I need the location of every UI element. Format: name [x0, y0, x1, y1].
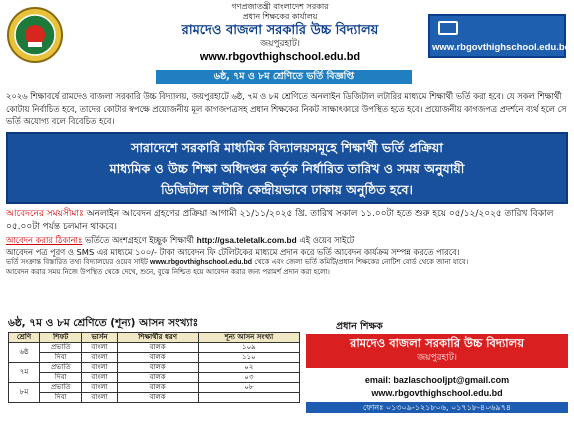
teletalk-link[interactable]: http://gsa.teletalk.com.bd — [196, 235, 297, 245]
version-cell: বাংলা — [82, 363, 117, 373]
version-cell: বাংলা — [82, 383, 117, 393]
website-box-text: www.rbgovthighschool.edu.bd — [432, 42, 571, 53]
gov-line: গণপ্রজাতন্ত্রী বাংলাদেশ সরকার — [231, 2, 329, 11]
fee-text: আবেদন পত্র পূরণ ও SMS এর মাধ্যমে ১০০/- টাকা আবেদন ফি টেলিটকের মাধ্যমে প্রদান করে ভর্তি আবেদন কার্যক্রম সম্পন্ন করতে পারবে। — [6, 247, 460, 257]
lottery-line-2: মাধ্যমিক ও উচ্চ শিক্ষা অধিদপ্তর কর্তৃক নির্ধারিত তারিখ ও সময় অনুযায়ী — [109, 161, 465, 176]
header — [0, 0, 574, 70]
header-website[interactable]: www.rbgovthighschool.edu.bd — [199, 51, 361, 63]
seat-table — [8, 332, 300, 403]
shift-cell: দিবা — [40, 393, 82, 403]
address-post: এই ওয়েব সাইটে — [299, 235, 355, 245]
lottery-line-1: সারাদেশে সরকারি মাধ্যমিক বিদ্যালয়সমূহে শিক্ষার্থী ভর্তি প্রক্রিয়া — [131, 140, 443, 155]
table-row — [9, 393, 300, 403]
headmaster-role: প্রধান শিক্ষক — [336, 321, 383, 332]
school-logo — [6, 6, 64, 64]
advice-text: আবেদন করার সময় নিজে উপস্থিত থেকে দেখে, শুনে, বুঝে নিশ্চিত হয়ে আবেদন করার জন্য পরামর্শ প্রদান করা হলো। — [6, 267, 330, 276]
headmaster-box — [306, 320, 568, 420]
version-cell: বাংলা — [82, 393, 117, 403]
headmaster-email[interactable]: email: bazlaschooljpt@gmail.com — [364, 375, 510, 385]
monitor-icon — [438, 21, 458, 35]
deadline-label: আবেদনের সময়সীমাঃ — [6, 209, 84, 219]
headmaster-place: জয়পুরহাট। — [417, 353, 457, 363]
shift-cell: দিবা — [40, 353, 82, 363]
info-pre: ভর্তি সংক্রান্ত বিস্তারিত তথ্য বিদ্যালয়ের ওয়েব সাইট — [6, 258, 148, 266]
headmaster-website[interactable]: www.rbgovthighschool.edu.bd — [371, 388, 503, 398]
table-row — [9, 353, 300, 363]
table-row — [9, 383, 300, 393]
admission-banner: ৬ষ্ঠ, ৭ম ও ৮ম শ্রেণিতে ভর্তি বিজ্ঞপ্তি — [156, 70, 412, 84]
office-line: প্রধান শিক্ষকের কার্যালয় — [242, 12, 318, 21]
school-website-link[interactable]: www.rbgovthighschool.edu.bd — [150, 259, 253, 266]
col-version: ভার্সন — [82, 333, 117, 343]
col-shift: শিফট — [40, 333, 82, 343]
class-cell: ৭ম — [9, 363, 40, 383]
school-name: রামদেও বাজলা সরকারি উচ্চ বিদ্যালয় — [181, 23, 379, 38]
version-cell: বাংলা — [82, 353, 117, 363]
class-cell: ৬ষ্ঠ — [9, 343, 40, 363]
school-place: জয়পুরহাট। — [260, 39, 300, 49]
info-post: থেকে এবং জেলা ভর্তি কমিটি/প্রধান শিক্ষকের নোটিশ বোর্ড থেকে জানা যাবে। — [254, 258, 469, 266]
address-pre: ভর্তিতে অংশগ্রহণে ইচ্ছুক শিক্ষার্থী — [85, 235, 194, 245]
col-vacant-seats: শূন্য আসন সংখ্যা — [198, 333, 299, 343]
lottery-line-3: ডিজিটাল লটারি কেন্দ্রীয়ভাবে ঢাকায় অনুষ্ঠিত হবে। — [161, 182, 413, 197]
seat-title: ৬ষ্ঠ, ৭ম ও ৮ম শ্রেণিতে (শূন্য) আসন সংখ্যাঃ — [8, 317, 199, 329]
address-label: আবেদন করার ঠিকানাঃ — [6, 235, 83, 245]
version-cell: বাংলা — [82, 373, 117, 383]
table-row — [9, 363, 300, 373]
col-student-type: শিক্ষার্থীর ধরণ — [117, 333, 198, 343]
intro-paragraph: ২০২৬ শিক্ষাবর্ষে রামদেও বাজলা সরকারি উচ্চ বিদ্যালয়, জয়পুরহাটে ৬ষ্ঠ, ৭ম ও ৮ম শ্রেণিতে অনলাইন ডিজিটাল লটারির মাধ্যমে শিক্ষার্থী ভর্তি করা হবে। যে সকল শিক্ষার্থী কোটায় নির্বাচিত হবে, তাদের কোটার স্বপক্ষে প্রয়োজনীয় মূল কাগজপত্রসহ প্রধান শিক্ষকের নিকট সাক্ষাৎকারে উপস্থিত হতে হবে। প্রয়োজনীয় কাগজপত্র প্রদর্শনে ব্যর্থ হলে সে ভর্তি অযোগ্য বলে বিবেচিত হবে। — [6, 91, 567, 126]
seats-cell: ০২ — [198, 363, 299, 373]
lottery-notice-box — [6, 132, 568, 204]
shift-cell: দিবা — [40, 373, 82, 383]
table-row — [9, 343, 300, 353]
seats-cell — [198, 393, 299, 403]
headmaster-school: রামদেও বাজলা সরকারি উচ্চ বিদ্যালয় — [350, 336, 524, 350]
website-box[interactable] — [428, 14, 571, 58]
class-cell: ৮ম — [9, 383, 40, 403]
type-cell: বালক — [117, 353, 198, 363]
version-cell: বাংলা — [82, 343, 117, 353]
shift-cell: প্রভাতি — [40, 343, 82, 353]
shift-cell: প্রভাতি — [40, 363, 82, 373]
headmaster-school-box — [306, 334, 568, 368]
type-cell: বালক — [117, 363, 198, 373]
type-cell: বালক — [117, 343, 198, 353]
deadline-text: অনলাইন আবেদন গ্রহণের প্রক্রিয়া আগামী ২১/১১/২০২৫ খ্রি. তারিখ সকাল ১১.০০টা হতে শুরু হয়ে ০৫/১২/২০২৫ তারিখ বিকাল ০৫.০০টা পর্যন্ত চলমান থাকবে। — [6, 209, 554, 232]
shift-cell: প্রভাতি — [40, 383, 82, 393]
col-class: শ্রেণি — [9, 333, 40, 343]
table-row — [9, 373, 300, 383]
type-cell: বালক — [117, 373, 198, 383]
seats-cell: ১০৯ — [198, 343, 299, 353]
type-cell: বালক — [117, 383, 198, 393]
headmaster-phone: ফোনঃ ০১৩০৯-১২১৮০৬, ০১৭১৮-৪০৬৯৭৪ — [306, 402, 568, 413]
seats-cell: ০৩ — [198, 373, 299, 383]
table-header-row — [9, 333, 300, 343]
seats-cell: ১১০ — [198, 353, 299, 363]
details-section — [6, 208, 568, 277]
type-cell: বালক — [117, 393, 198, 403]
seats-cell: ০৮ — [198, 383, 299, 393]
